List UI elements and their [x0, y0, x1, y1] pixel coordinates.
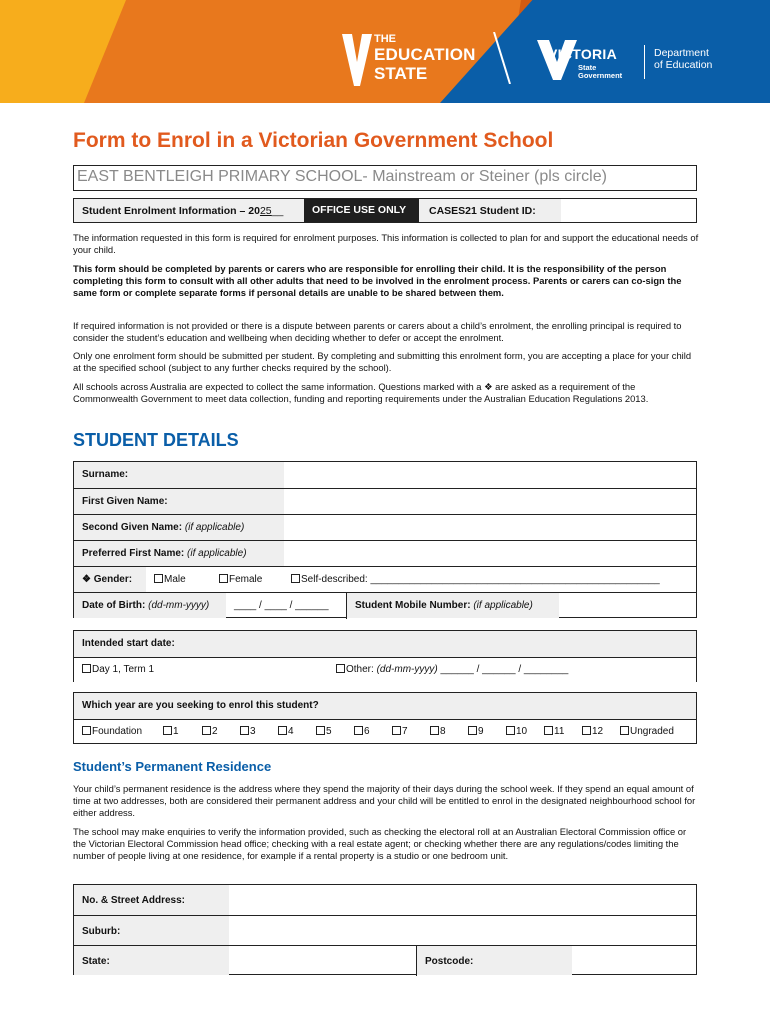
suburb-label: Suburb: — [74, 916, 229, 945]
year-option-label: 8 — [440, 726, 446, 737]
logo-slash-icon — [492, 32, 512, 84]
student-details-heading: STUDENT DETAILS — [73, 430, 239, 450]
intro-paragraph-3: If required information is not provided or there is a dispute between parents or carers about a child’s enrolment, the enrolling principal is required to consider the student’s education and wellbeing when deciding whether to defer or accept the enrolment. — [73, 320, 682, 343]
dob-hint: (dd-mm-yyyy) — [148, 600, 210, 611]
checkbox-icon[interactable] — [163, 726, 172, 735]
year-option-8[interactable] — [430, 726, 446, 737]
year-option-11[interactable] — [544, 726, 564, 737]
residence-paragraph-2: The school may make enquiries to verify the information provided, such as checking the electoral roll at an Australian Electoral Commission office or the Victorian Electoral Commission head office; checking with a real estate agent; or checking whether there are any regulations/codes limiting the number of people living at one residence, for example if a rental property is a studio or one bedroom unit. — [73, 826, 687, 861]
checkbox-icon[interactable] — [82, 664, 91, 673]
preferred-name-hint: (if applicable) — [187, 548, 247, 559]
intro-paragraph-4: Only one enrolment form should be submitted per student. By completing and submitting this enrolment form, you are accepting a place for your child at the specified school (subject to any further checks required by the school). — [73, 350, 692, 373]
education-state-logo — [342, 30, 517, 90]
intro-paragraph-1: The information requested in this form is required for enrolment purposes. This information is collected to plan for and support the educational needs of your child. — [73, 232, 699, 255]
year-option-1[interactable] — [163, 726, 179, 737]
office-use-label: OFFICE USE ONLY — [304, 199, 419, 222]
year-option-4[interactable] — [278, 726, 294, 737]
surname-label: Surname: — [74, 462, 284, 488]
year-option-label: 4 — [288, 726, 294, 737]
gender-female-label: Female — [229, 574, 263, 585]
start-date-header-row — [74, 631, 696, 657]
student-details-table — [73, 461, 697, 618]
dob-row — [74, 592, 696, 618]
other-hint: (dd-mm-yyyy) — [376, 664, 438, 675]
checkbox-icon[interactable] — [620, 726, 629, 735]
government-text: Government — [578, 71, 623, 80]
department-line2: of Education — [654, 59, 713, 71]
mobile-label: Student Mobile Number: — [355, 600, 471, 611]
year-option-label: 3 — [250, 726, 256, 737]
year-option-label: 1 — [173, 726, 179, 737]
header-banner — [0, 0, 770, 103]
second-name-input[interactable] — [284, 515, 696, 541]
year-option-label: 5 — [326, 726, 332, 737]
education-state-v-icon — [342, 34, 372, 86]
gender-male-label: Male — [164, 574, 186, 585]
enrolment-info-cell: Student Enrolment Information – 2025__ — [74, 199, 304, 222]
start-date-other-option[interactable] — [336, 664, 568, 675]
year-option-ungraded[interactable] — [620, 726, 674, 737]
surname-row — [74, 462, 696, 488]
street-label: No. & Street Address: — [74, 885, 229, 915]
residence-paragraph-1: Your child’s permanent residence is the address where they spend the majority of their days during the school week. If they spend an equal amount of time at two addresses, both are considered their permanent address and your child will be entitled to enrol in the designated neighbourhood school for either address. — [73, 783, 696, 818]
year-option-9[interactable] — [468, 726, 484, 737]
permanent-residence-heading: Student’s Permanent Residence — [73, 759, 272, 774]
checkbox-icon[interactable] — [354, 726, 363, 735]
dob-input[interactable]: ____ / ____ / ______ — [234, 600, 329, 611]
second-name-label: Second Given Name: — [82, 522, 183, 533]
state-text: State — [578, 63, 597, 72]
preferred-name-label-cell — [74, 541, 284, 566]
postcode-input[interactable] — [572, 946, 696, 976]
checkbox-icon[interactable] — [219, 574, 228, 583]
first-name-input[interactable] — [284, 489, 696, 515]
logo-the: THE — [374, 33, 396, 45]
first-name-label: First Given Name: — [74, 489, 284, 514]
checkbox-icon[interactable] — [291, 574, 300, 583]
year-option-12[interactable] — [582, 726, 603, 737]
state-label: State: — [74, 946, 229, 975]
year-option-label: 12 — [592, 726, 604, 737]
state-input[interactable] — [229, 946, 416, 976]
checkbox-icon[interactable] — [336, 664, 345, 673]
year-option-2[interactable] — [202, 726, 218, 737]
year-option-label: Foundation — [92, 726, 143, 737]
checkbox-icon[interactable] — [468, 726, 477, 735]
street-row — [74, 885, 696, 915]
form-title: Form to Enrol in a Victorian Government School — [73, 129, 554, 152]
postcode-label: Postcode: — [417, 946, 572, 975]
year-option-6[interactable] — [354, 726, 370, 737]
suburb-input[interactable] — [229, 916, 696, 946]
year-option-foundation[interactable] — [82, 726, 142, 737]
year-level-header-row — [74, 693, 696, 719]
year-level-table — [73, 692, 697, 744]
gender-option-male[interactable] — [154, 574, 186, 585]
year-option-label: 11 — [554, 726, 565, 737]
year-option-label: 10 — [516, 726, 528, 737]
checkbox-icon[interactable] — [154, 574, 163, 583]
department-line1: Department — [654, 47, 709, 59]
start-date-label: Intended start date: — [74, 631, 374, 657]
state-government-text — [578, 64, 638, 80]
year-option-3[interactable] — [240, 726, 256, 737]
banner-yellow-shape — [0, 0, 140, 103]
term1-label: Day 1, Term 1 — [92, 664, 155, 675]
mobile-hint: (if applicable) — [473, 600, 533, 611]
checkbox-icon[interactable] — [278, 726, 287, 735]
gender-option-female[interactable] — [219, 574, 262, 585]
surname-input[interactable] — [284, 462, 696, 488]
start-date-table — [73, 630, 697, 682]
preferred-name-row — [74, 540, 696, 566]
year-level-options-row — [74, 719, 696, 744]
logo-divider — [644, 45, 645, 79]
gender-self-described-label: Self-described: ____________________________________________________ — [301, 574, 660, 585]
victoria-wordmark: VICTORIA — [548, 46, 618, 62]
enrolment-info-label: Student Enrolment Information – 20 — [82, 205, 260, 217]
state-postcode-row — [74, 945, 696, 975]
intro-paragraph-2: This form should be completed by parents or carers who are responsible for enrolling their child. It is the responsibility of the person completing this form to consult with all other adults that need to be involved in the enrolment process. Parents or carers can co-sign the same form or complete separate forms if personal details are unable to be shared between them. — [73, 263, 682, 298]
year-option-label: 2 — [212, 726, 218, 737]
year-option-7[interactable] — [392, 726, 408, 737]
cases21-input[interactable] — [561, 199, 696, 222]
checkbox-icon[interactable] — [82, 726, 91, 735]
enrolment-info-row — [73, 198, 697, 223]
other-label: Other: — [346, 664, 374, 675]
second-name-hint: (if applicable) — [184, 522, 245, 533]
suburb-row — [74, 915, 696, 945]
checkbox-icon[interactable] — [392, 726, 401, 735]
checkbox-icon[interactable] — [202, 726, 211, 735]
second-name-label-cell — [74, 515, 284, 540]
start-date-options-row — [74, 657, 696, 682]
mobile-label-cell — [347, 593, 559, 618]
year-level-label: Which year are you seeking to enrol this student? — [74, 693, 474, 719]
street-input[interactable] — [229, 885, 696, 915]
year-option-10[interactable] — [506, 726, 527, 737]
year-option-label: 6 — [364, 726, 370, 737]
checkbox-icon[interactable] — [240, 726, 249, 735]
logo-state: STATE — [374, 64, 428, 83]
year-option-label: 7 — [402, 726, 408, 737]
year-option-label: 9 — [478, 726, 484, 737]
cases21-label: CASES21 Student ID: — [419, 199, 561, 222]
year-option-label: Ungraded — [630, 726, 674, 737]
checkbox-icon[interactable] — [544, 726, 553, 735]
preferred-name-input[interactable] — [284, 541, 696, 567]
department-of-education — [654, 47, 754, 71]
dob-label: Date of Birth: — [82, 600, 146, 611]
mobile-input[interactable] — [559, 593, 696, 619]
intro-paragraph-5: All schools across Australia are expected to collect the same information. Questions marked with a ❖ are asked as a requirement of the Commonwealth Government to meet data collection, funding and reporting requirements under the Australian Education Regulations 2013. — [73, 381, 649, 404]
checkbox-icon[interactable] — [316, 726, 325, 735]
checkbox-icon[interactable] — [582, 726, 591, 735]
preferred-name-label: Preferred First Name: — [82, 548, 185, 559]
other-date-blank[interactable]: ______ / ______ / ________ — [440, 664, 569, 675]
first-name-row — [74, 488, 696, 514]
school-name-field[interactable]: EAST BENTLEIGH PRIMARY SCHOOL- Mainstream or Steiner (pls circle) — [73, 165, 697, 191]
gender-label: ❖ Gender: — [74, 567, 146, 592]
gender-option-self-described[interactable] — [291, 574, 660, 585]
start-date-term1-option[interactable] — [82, 664, 154, 675]
enrolment-year-field[interactable]: 25 — [259, 205, 272, 217]
logo-education: EDUCATION — [374, 45, 476, 64]
checkbox-icon[interactable] — [506, 726, 515, 735]
year-option-5[interactable] — [316, 726, 332, 737]
dob-label-cell — [74, 593, 226, 618]
address-table — [73, 884, 697, 975]
second-name-row — [74, 514, 696, 540]
checkbox-icon[interactable] — [430, 726, 439, 735]
gender-row — [74, 566, 696, 592]
